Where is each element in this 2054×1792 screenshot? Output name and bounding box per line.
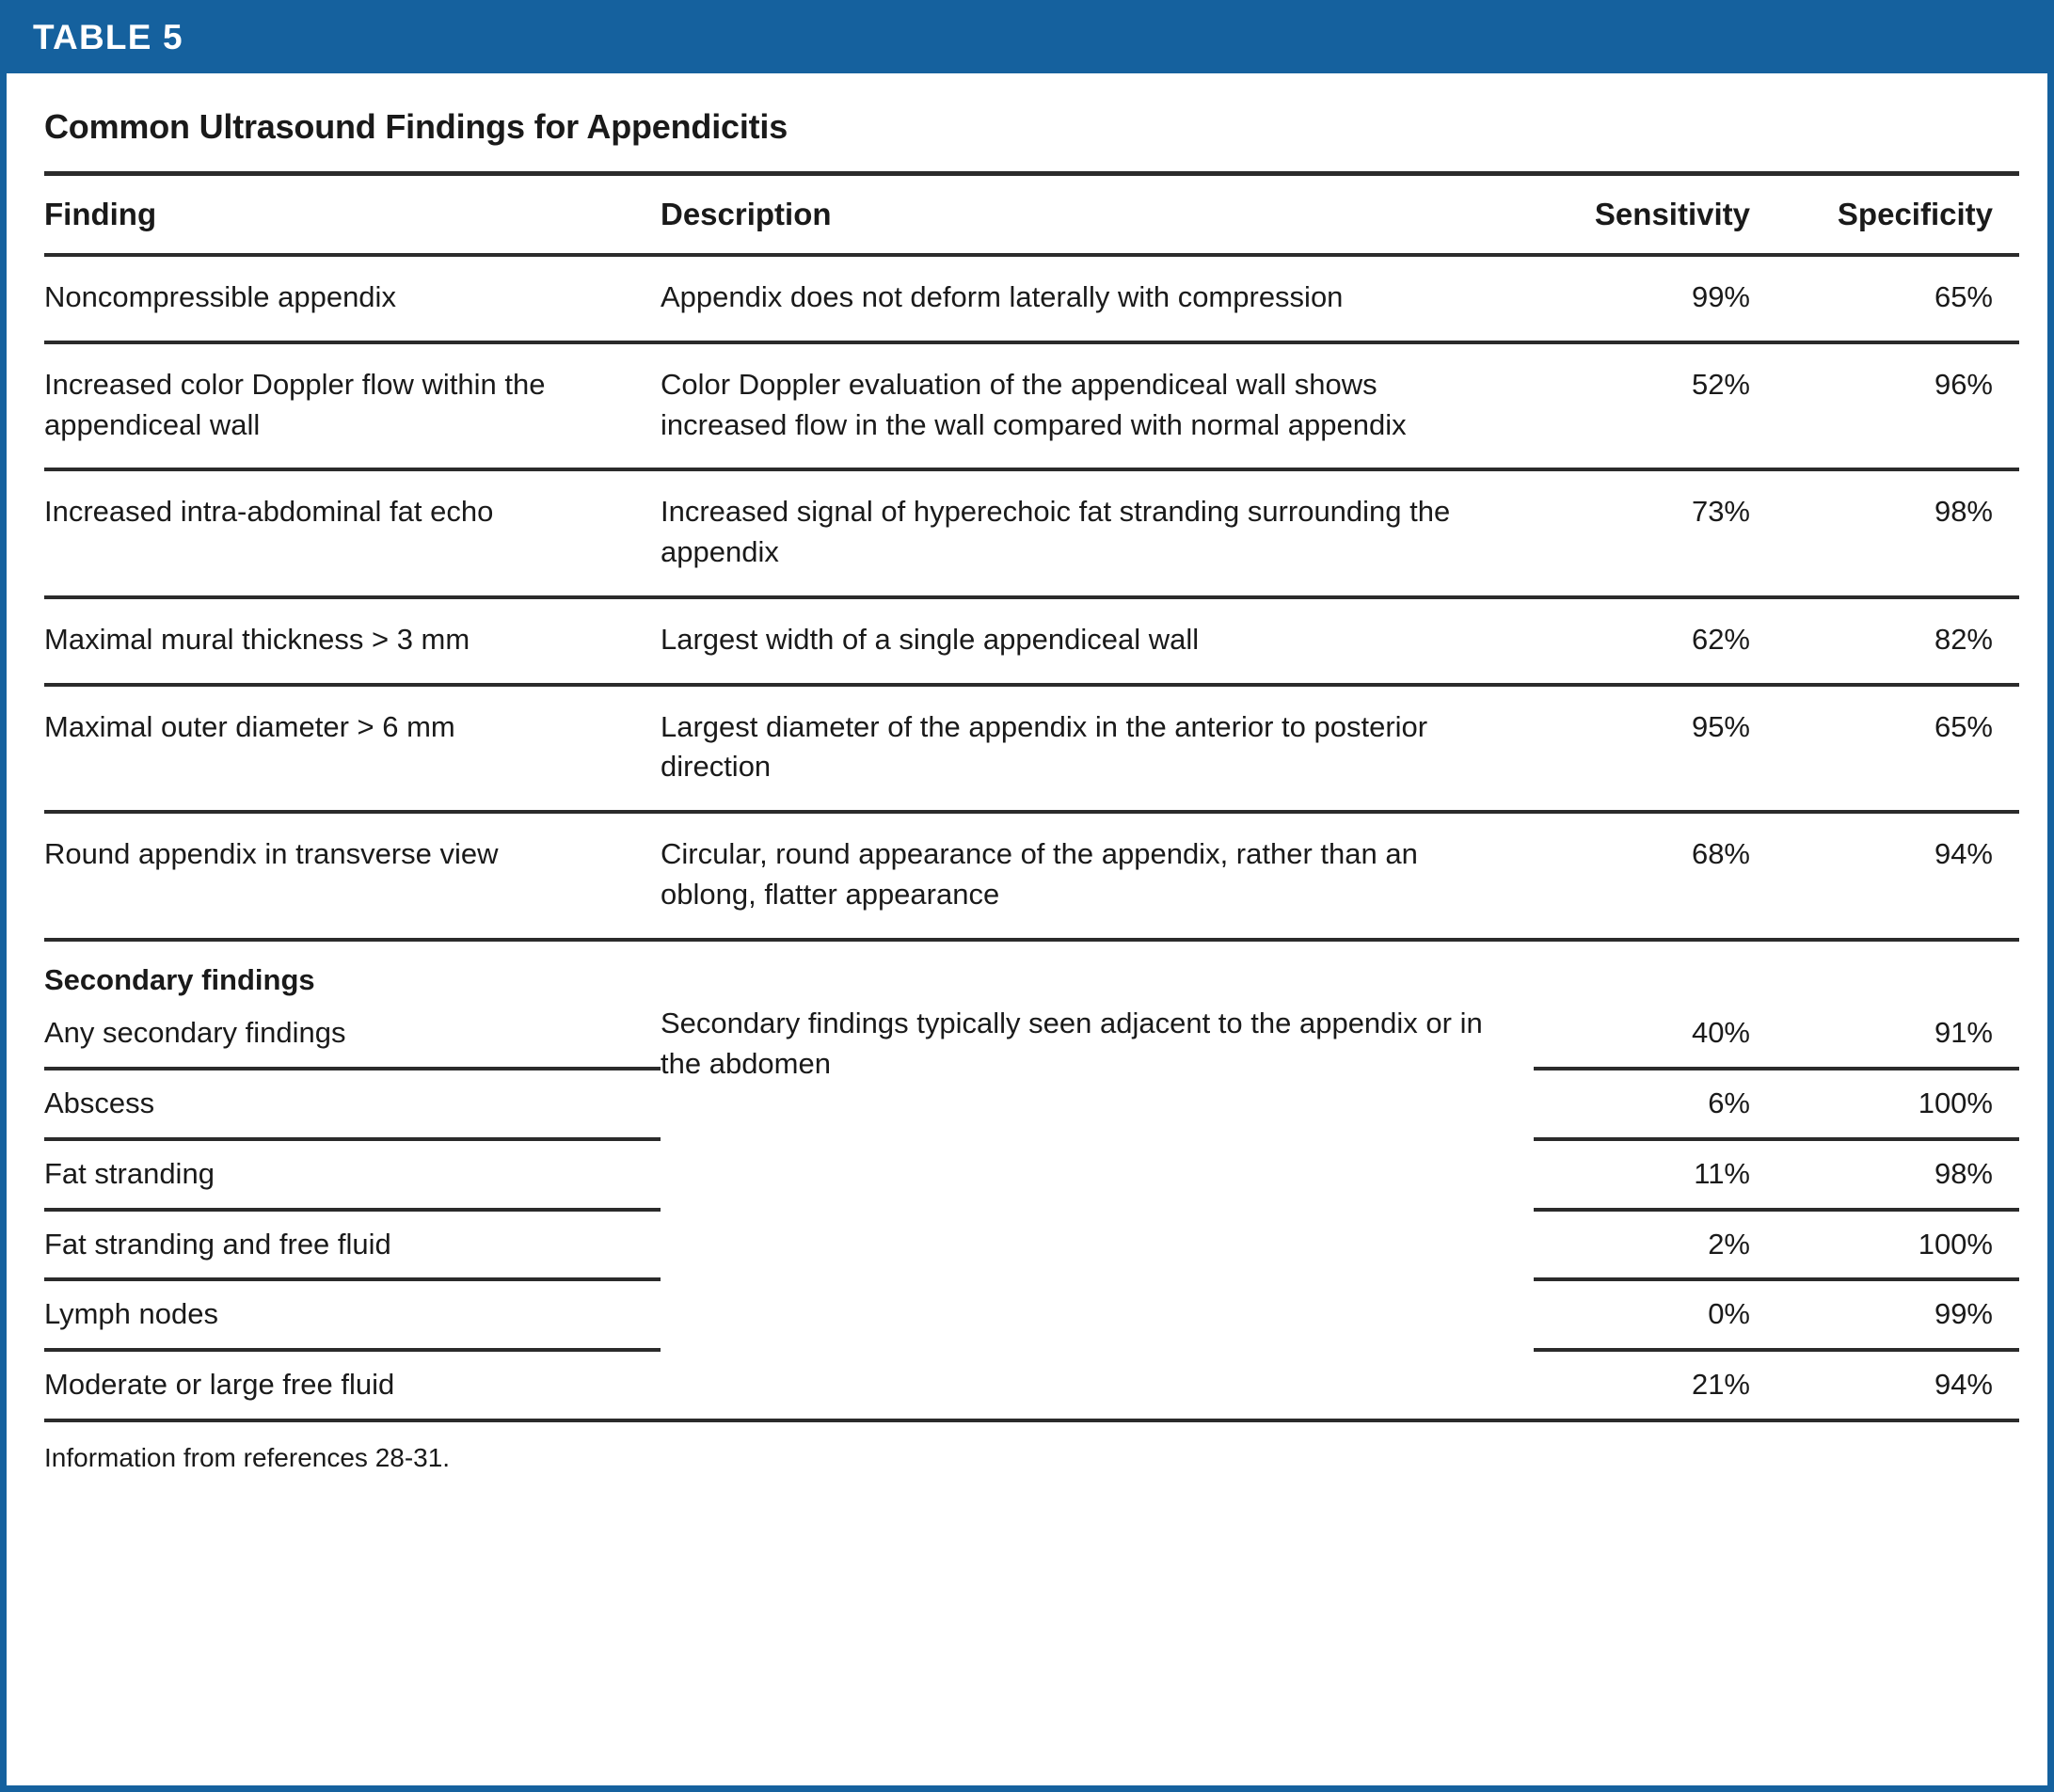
cell-specificity: 91% xyxy=(1776,1004,2019,1069)
cell-sensitivity: 52% xyxy=(1534,342,1776,470)
cell-specificity: 99% xyxy=(1776,1279,2019,1350)
table-row xyxy=(44,255,2019,342)
bottom-spacer xyxy=(44,1473,2010,1785)
table-row xyxy=(44,597,2019,685)
cell-finding: Increased intra-abdominal fat echo xyxy=(44,469,661,597)
table-row xyxy=(44,812,2019,940)
cell-description: Color Doppler evaluation of the appendiceal wall shows increased flow in the wall compared with normal appendix xyxy=(661,342,1534,470)
cell-specificity: 65% xyxy=(1776,685,2019,813)
cell-description: Appendix does not deform laterally with compression xyxy=(661,255,1534,342)
cell-sensitivity: 73% xyxy=(1534,469,1776,597)
cell-sensitivity: 95% xyxy=(1534,685,1776,813)
table-footnote: Information from references 28-31. xyxy=(44,1443,451,1473)
cell-sensitivity: 2% xyxy=(1534,1210,1776,1280)
ultrasound-findings-table xyxy=(44,171,2019,1422)
cell-description: Largest diameter of the appendix in the anterior to posterior direction xyxy=(661,685,1534,813)
cell-specificity: 98% xyxy=(1776,1139,2019,1210)
column-header-finding: Finding xyxy=(44,174,661,256)
cell-sensitivity: 62% xyxy=(1534,597,1776,685)
cell-finding: Noncompressible appendix xyxy=(44,255,661,342)
secondary-table-row xyxy=(44,1004,2019,1069)
section-heading-spacer-spec xyxy=(1776,940,2019,1005)
column-header-description: Description xyxy=(661,174,1534,256)
cell-sensitivity: 0% xyxy=(1534,1279,1776,1350)
cell-specificity: 94% xyxy=(1934,1368,1993,1402)
cell-sensitivity: 21% xyxy=(1691,1368,1750,1402)
cell-finding: Round appendix in transverse view xyxy=(44,812,661,940)
cell-description: Largest width of a single appendiceal wall xyxy=(661,597,1534,685)
column-header-specificity: Specificity xyxy=(1776,174,2019,256)
cell-specificity: 96% xyxy=(1776,342,2019,470)
column-header-sensitivity: Sensitivity xyxy=(1534,174,1776,256)
section-heading-spacer-sens xyxy=(1534,940,1776,1005)
cell-specificity: 100% xyxy=(1776,1210,2019,1280)
cell-finding: Abscess xyxy=(44,1069,661,1139)
table-caption: Common Ultrasound Findings for Appendicitis xyxy=(44,107,788,146)
cell-finding: Any secondary findings xyxy=(44,1004,661,1069)
cell-specificity: 100% xyxy=(1776,1069,2019,1139)
table-row xyxy=(44,342,2019,470)
table-banner xyxy=(0,0,2054,73)
table-header xyxy=(44,174,2019,256)
table-number-label: TABLE 5 xyxy=(33,17,183,56)
cell-finding: Fat stranding xyxy=(44,1139,661,1210)
cell-description: Circular, round appearance of the appendix, rather than an oblong, flatter appearance xyxy=(661,812,1534,940)
cell-sensitivity: 40% xyxy=(1534,1004,1776,1069)
cell-sensitivity: 6% xyxy=(1534,1069,1776,1139)
cell-sensitivity: 99% xyxy=(1534,255,1776,342)
cell-specificity: 82% xyxy=(1776,597,2019,685)
table-body xyxy=(7,73,2047,1785)
header-row xyxy=(44,174,2019,256)
cell-finding: Increased color Doppler flow within the appendiceal wall xyxy=(44,342,661,470)
cell-shared-description: Secondary findings typically seen adjacent to the appendix or in the abdomen xyxy=(661,1007,1483,1081)
cell-finding: Maximal mural thickness > 3 mm xyxy=(44,597,661,685)
cell-finding: Moderate or large free fluid xyxy=(44,1368,395,1402)
cell-description: Increased signal of hyperechoic fat stranding surrounding the appendix xyxy=(661,469,1534,597)
cell-sensitivity: 68% xyxy=(1534,812,1776,940)
section-heading-spacer xyxy=(661,940,1534,1005)
cell-finding: Lymph nodes xyxy=(44,1279,661,1350)
section-heading-row xyxy=(44,940,2019,1005)
cell-finding: Fat stranding and free fluid xyxy=(44,1210,661,1280)
cell-sensitivity: 11% xyxy=(1534,1139,1776,1210)
table-body-rows xyxy=(44,255,2019,1422)
cell-specificity: 94% xyxy=(1776,812,2019,940)
cell-specificity: 98% xyxy=(1776,469,2019,597)
table-row xyxy=(44,685,2019,813)
cell-finding: Maximal outer diameter > 6 mm xyxy=(44,685,661,813)
table-row xyxy=(44,469,2019,597)
cell-specificity: 65% xyxy=(1776,255,2019,342)
section-heading-label: Secondary findings xyxy=(44,962,315,996)
